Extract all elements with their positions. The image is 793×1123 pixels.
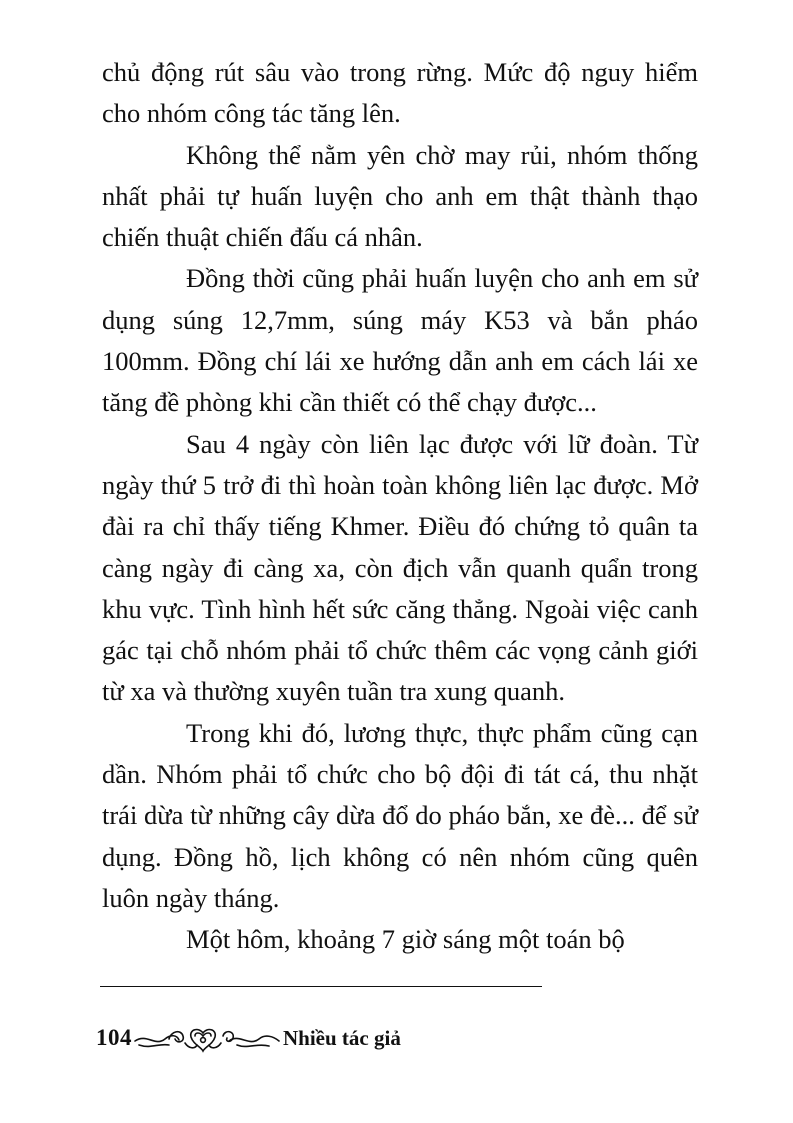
paragraph: Một hôm, khoảng 7 giờ sáng một toán bộ — [186, 924, 625, 955]
paragraph: Trong khi đó, lương thực, thực phẩm cũng cạn dần. Nhóm phải tổ chức cho bộ đội đi tát cá, thu nhặt trái dừa từ những cây dừa đổ do pháo bắn, xe đè... để sử dụng. Đồng hồ, lịch không có nên nhóm cũng quên luôn ngày tháng. — [102, 717, 698, 913]
author-name: Nhiều tác giả — [283, 1025, 401, 1050]
paragraph: Sau 4 ngày còn liên lạc được với lữ đoàn. Từ ngày thứ 5 trở đi thì hoàn toàn không liên lạc được. Mở đài ra chỉ thấy tiếng Khmer. Điều đó chứng tỏ quân ta càng ngày đi càng xa, còn địch vẫn quanh quẩn trong khu vực. Tình hình hết sức căng thẳng. Ngoài việc canh gác tại chỗ nhóm phải tổ chức thêm các vọng cảnh giới từ xa và thường xuyên tuần tra xung quanh. — [102, 428, 698, 707]
body-text — [102, 52, 698, 961]
floral-ornament-icon — [133, 1021, 281, 1055]
paragraph: chủ động rút sâu vào trong rừng. Mức độ nguy hiểm cho nhóm công tác tăng lên. — [102, 57, 698, 129]
paragraph: Đồng thời cũng phải huấn luyện cho anh em sử dụng súng 12,7mm, súng máy K53 và bắn pháo 100mm. Đồng chí lái xe hướng dẫn anh em cách lái xe tăng đề phòng khi cần thiết có thể chạy được... — [102, 263, 698, 418]
paragraph: Không thể nằm yên chờ may rủi, nhóm thống nhất phải tự huấn luyện cho anh em thật thành thạo chiến thuật chiến đấu cá nhân. — [102, 139, 698, 253]
footer-rule — [100, 986, 542, 987]
page-number: 104 — [96, 1025, 132, 1050]
page-footer — [96, 1018, 401, 1058]
